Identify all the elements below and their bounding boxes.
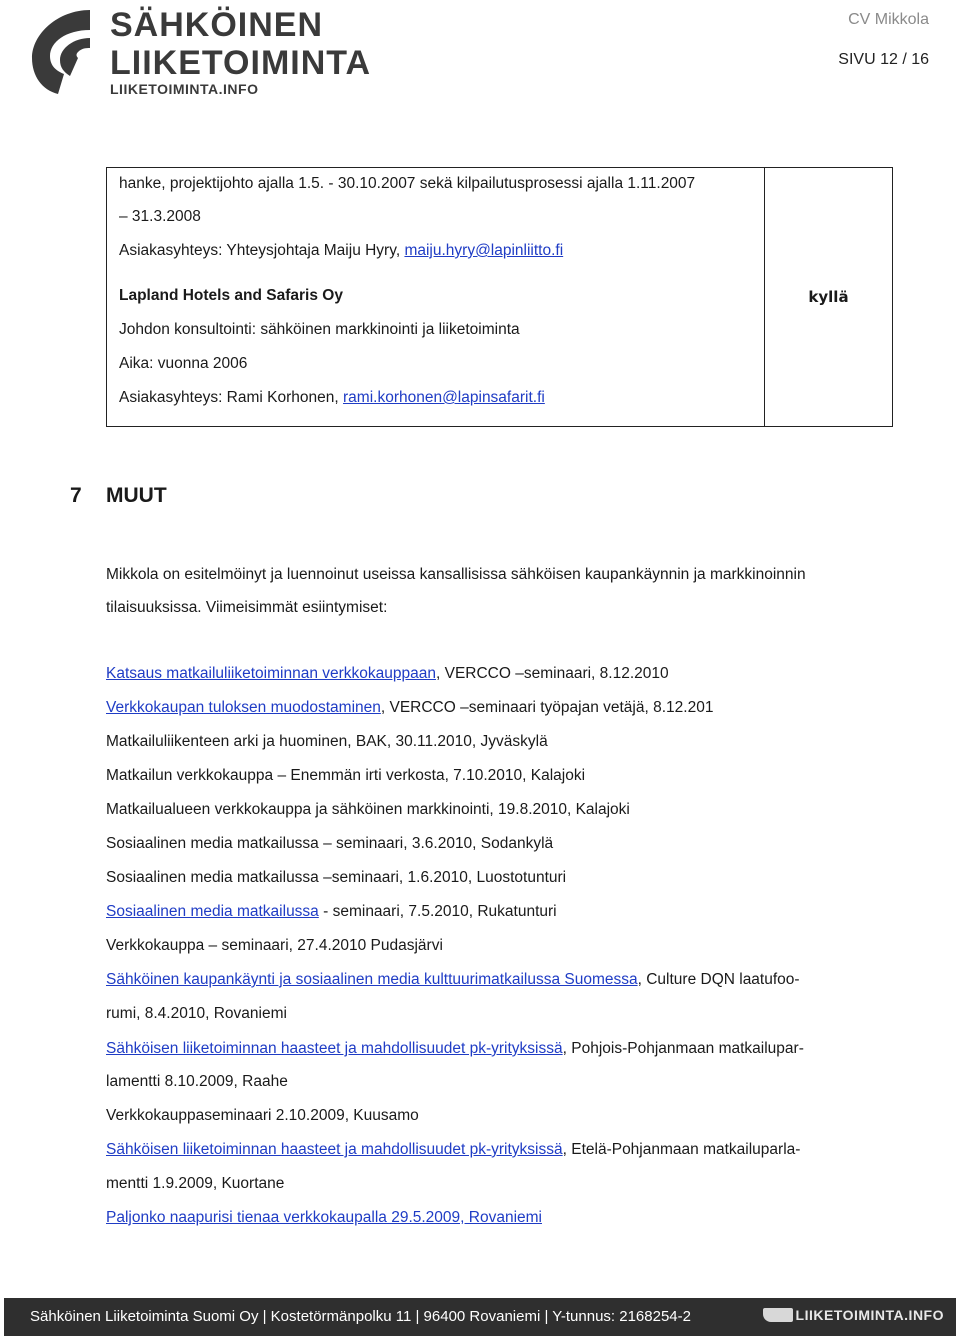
presentation-item: Sosiaalinen media matkailussa – seminaari, 3.6.2010, Sodankylä bbox=[106, 835, 554, 852]
presentation-link[interactable]: Paljonko naapurisi tienaa verkkokaupalla 29.5.2009, Rovaniemi bbox=[106, 1209, 542, 1226]
intro-text: Mikkola on esitelmöinyt ja luennoinut useissa kansallisissa sähköisen kaupankäynnin ja markkinoinnin bbox=[106, 566, 806, 583]
reference-contact bbox=[119, 242, 563, 260]
presentation-details: , Etelä-Pohjanmaan matkailuparla- bbox=[562, 1141, 801, 1158]
intro-text: tilaisuuksissa. Viimeisimmät esiintymiset: bbox=[106, 599, 388, 616]
reference-status: kyllä bbox=[808, 288, 849, 306]
presentation-item bbox=[106, 1209, 542, 1227]
reference-contact bbox=[119, 389, 545, 407]
presentation-item: Verkkokauppaseminaari 2.10.2009, Kuusamo bbox=[106, 1107, 419, 1124]
presentation-details: - seminaari, 7.5.2010, Rukatunturi bbox=[318, 903, 557, 920]
contact-label: Asiakasyhteys: Yhteysjohtaja Maiju Hyry, bbox=[119, 242, 405, 259]
presentation-item: Matkailuliikenteen arki ja huominen, BAK, 30.11.2010, Jyväskylä bbox=[106, 733, 548, 750]
presentation-details: , VERCCO –seminaari työpajan vetäjä, 8.12.201 bbox=[380, 699, 714, 716]
email-link[interactable]: rami.korhonen@lapinsafarit.fi bbox=[343, 389, 545, 406]
reference-status-cell bbox=[765, 168, 892, 426]
presentation-item: Verkkokauppa – seminaari, 27.4.2010 Pudasjärvi bbox=[106, 937, 443, 954]
contact-label: Asiakasyhteys: Rami Korhonen, bbox=[119, 389, 343, 406]
footer-logo-text: LIIKETOIMINTA.INFO bbox=[795, 1307, 944, 1323]
reference-line: – 31.3.2008 bbox=[119, 208, 201, 225]
presentation-item: Matkailualueen verkkokauppa ja sähköinen markkinointi, 19.8.2010, Kalajoki bbox=[106, 801, 630, 818]
header-author: CV Mikkola bbox=[848, 11, 929, 28]
presentation-item bbox=[106, 903, 557, 921]
presentation-item bbox=[106, 665, 669, 683]
reference-details-cell bbox=[107, 168, 765, 426]
reference-time: Aika: vuonna 2006 bbox=[119, 355, 248, 372]
reference-line: hanke, projektijohto ajalla 1.5. - 30.10.2007 sekä kilpailutusprosessi ajalla 1.11.2007 bbox=[119, 175, 696, 192]
presentation-link[interactable]: Sähköisen liiketoiminnan haasteet ja mahdollisuudet pk-yrityksissä bbox=[106, 1040, 563, 1057]
page-number: SIVU 12 / 16 bbox=[838, 51, 929, 68]
reference-table bbox=[106, 167, 893, 427]
footer-contact-info: Sähköinen Liiketoiminta Suomi Oy | Kostetörmänpolku 11 | 96400 Rovaniemi | Y-tunnus: 2168254-2 bbox=[30, 1308, 691, 1325]
presentation-item: Sosiaalinen media matkailussa –seminaari, 1.6.2010, Luostotunturi bbox=[106, 869, 567, 886]
presentation-link[interactable]: Sähköinen kaupankäynti ja sosiaalinen media kulttuurimatkailussa Suomessa bbox=[106, 971, 638, 988]
logo-line-2: LIIKETOIMINTA bbox=[110, 44, 372, 82]
presentation-item-continued: lamentti 8.10.2009, Raahe bbox=[106, 1073, 288, 1090]
presentation-item: Matkailun verkkokauppa – Enemmän irti verkosta, 7.10.2010, Kalajoki bbox=[106, 767, 586, 784]
presentation-item bbox=[106, 971, 800, 989]
company-logo bbox=[28, 4, 372, 100]
presentation-item-continued: rumi, 8.4.2010, Rovaniemi bbox=[106, 1005, 287, 1022]
logo-mark-icon bbox=[28, 6, 98, 96]
presentation-item bbox=[106, 1141, 800, 1159]
section-title: MUUT bbox=[106, 484, 167, 507]
presentation-details: , Culture DQN laatufoo- bbox=[637, 971, 800, 988]
logo-line-1: SÄHKÖINEN bbox=[110, 6, 324, 44]
presentation-item bbox=[106, 699, 713, 717]
page-footer bbox=[4, 1298, 956, 1336]
reference-task: Johdon konsultointi: sähköinen markkinointi ja liiketoiminta bbox=[119, 321, 520, 338]
logo-line-3: LIIKETOIMINTA.INFO bbox=[110, 81, 259, 97]
footer-logo bbox=[763, 1307, 944, 1323]
section-number: 7 bbox=[70, 484, 82, 507]
footer-logo-mark-icon bbox=[763, 1308, 793, 1322]
email-link[interactable]: maiju.hyry@lapinliitto.fi bbox=[404, 242, 564, 259]
presentation-link[interactable]: Sähköisen liiketoiminnan haasteet ja mahdollisuudet pk-yrityksissä bbox=[106, 1141, 563, 1158]
presentation-link[interactable]: Katsaus matkailuliiketoiminnan verkkokauppaan bbox=[106, 665, 436, 682]
presentation-details: , Pohjois-Pohjanmaan matkailupar- bbox=[562, 1040, 804, 1057]
presentation-link[interactable]: Sosiaalinen media matkailussa bbox=[106, 903, 319, 920]
company-name: Lapland Hotels and Safaris Oy bbox=[119, 287, 343, 304]
presentation-link[interactable]: Verkkokaupan tuloksen muodostaminen bbox=[106, 699, 381, 716]
presentation-details: , VERCCO –seminaari, 8.12.2010 bbox=[436, 665, 669, 682]
presentation-item bbox=[106, 1040, 804, 1058]
presentation-item-continued: mentti 1.9.2009, Kuortane bbox=[106, 1175, 285, 1192]
